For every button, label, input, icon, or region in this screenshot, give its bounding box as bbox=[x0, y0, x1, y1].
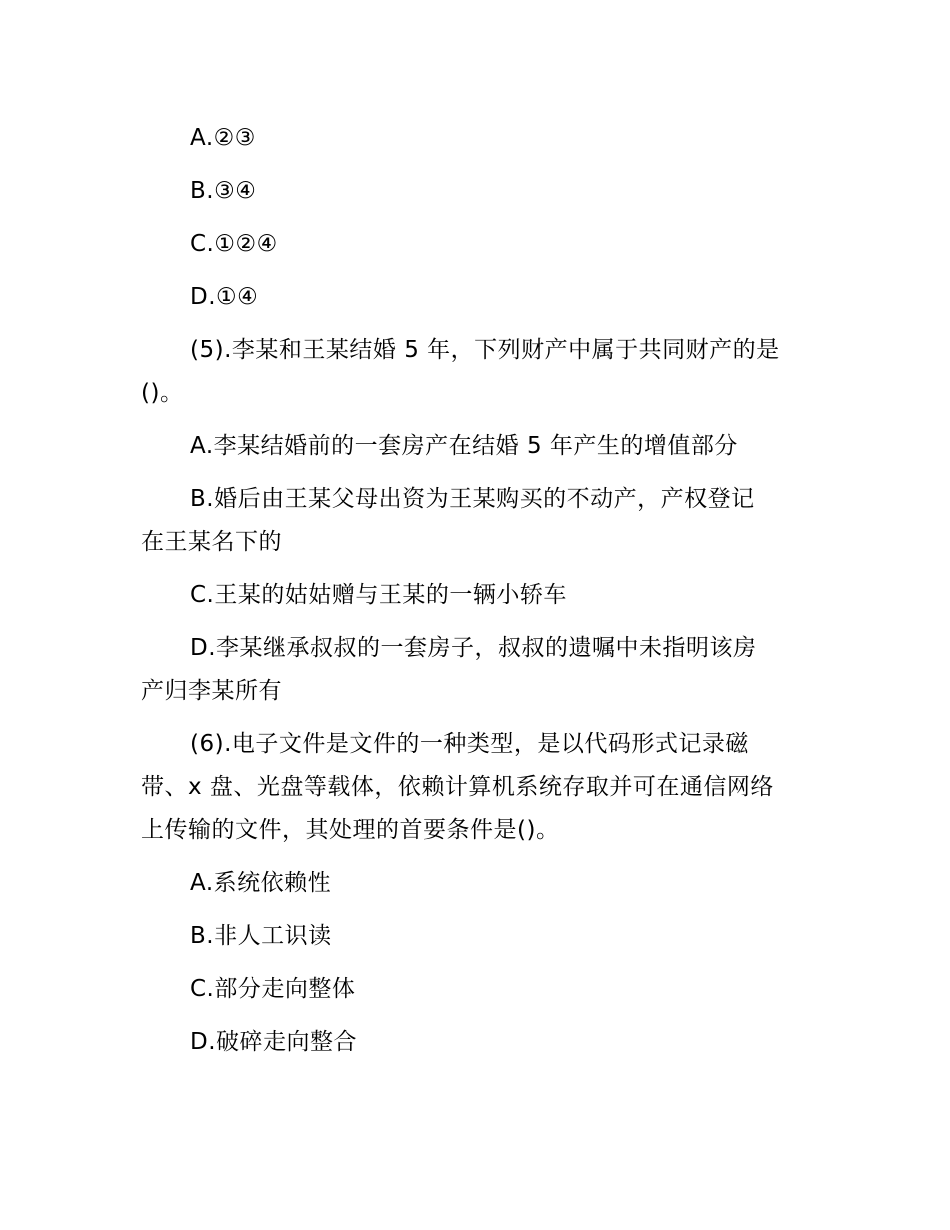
q6-option-b: B.非人工识读 bbox=[190, 923, 332, 949]
q5-option-c: C.王某的姑姑赠与王某的一辆小轿车 bbox=[190, 582, 567, 608]
q6-stem-line3: 上传输的文件，其处理的首要条件是()。 bbox=[141, 817, 560, 843]
q5-option-d-line1: D.李某继承叔叔的一套房子，叔叔的遗嘱中未指明该房 bbox=[190, 635, 757, 661]
q4-option-a: A.②③ bbox=[190, 125, 256, 151]
q5-option-b-line2: 在王某名下的 bbox=[141, 529, 282, 555]
q6-option-c: C.部分走向整体 bbox=[190, 976, 356, 1002]
q5-stem-line1: (5).李某和王某结婚 5 年，下列财产中属于共同财产的是 bbox=[190, 337, 780, 363]
q5-option-a: A.李某结婚前的一套房产在结婚 5 年产生的增值部分 bbox=[190, 433, 738, 459]
q6-option-a: A.系统依赖性 bbox=[190, 870, 332, 896]
q4-option-b: B.③④ bbox=[190, 178, 257, 204]
q4-option-d: D.①④ bbox=[190, 284, 259, 310]
q5-option-b-line1: B.婚后由王某父母出资为王某购买的不动产，产权登记 bbox=[190, 486, 755, 512]
q4-option-c: C.①②④ bbox=[190, 231, 278, 257]
q5-option-d-line2: 产归李某所有 bbox=[141, 678, 282, 704]
q6-option-d: D.破碎走向整合 bbox=[190, 1029, 358, 1055]
q5-stem-line2: ()。 bbox=[141, 380, 184, 406]
q6-stem-line2: 带、x 盘、光盘等载体，依赖计算机系统存取并可在通信网络 bbox=[141, 774, 774, 800]
q6-stem-line1: (6).电子文件是文件的一种类型，是以代码形式记录磁 bbox=[190, 731, 749, 757]
